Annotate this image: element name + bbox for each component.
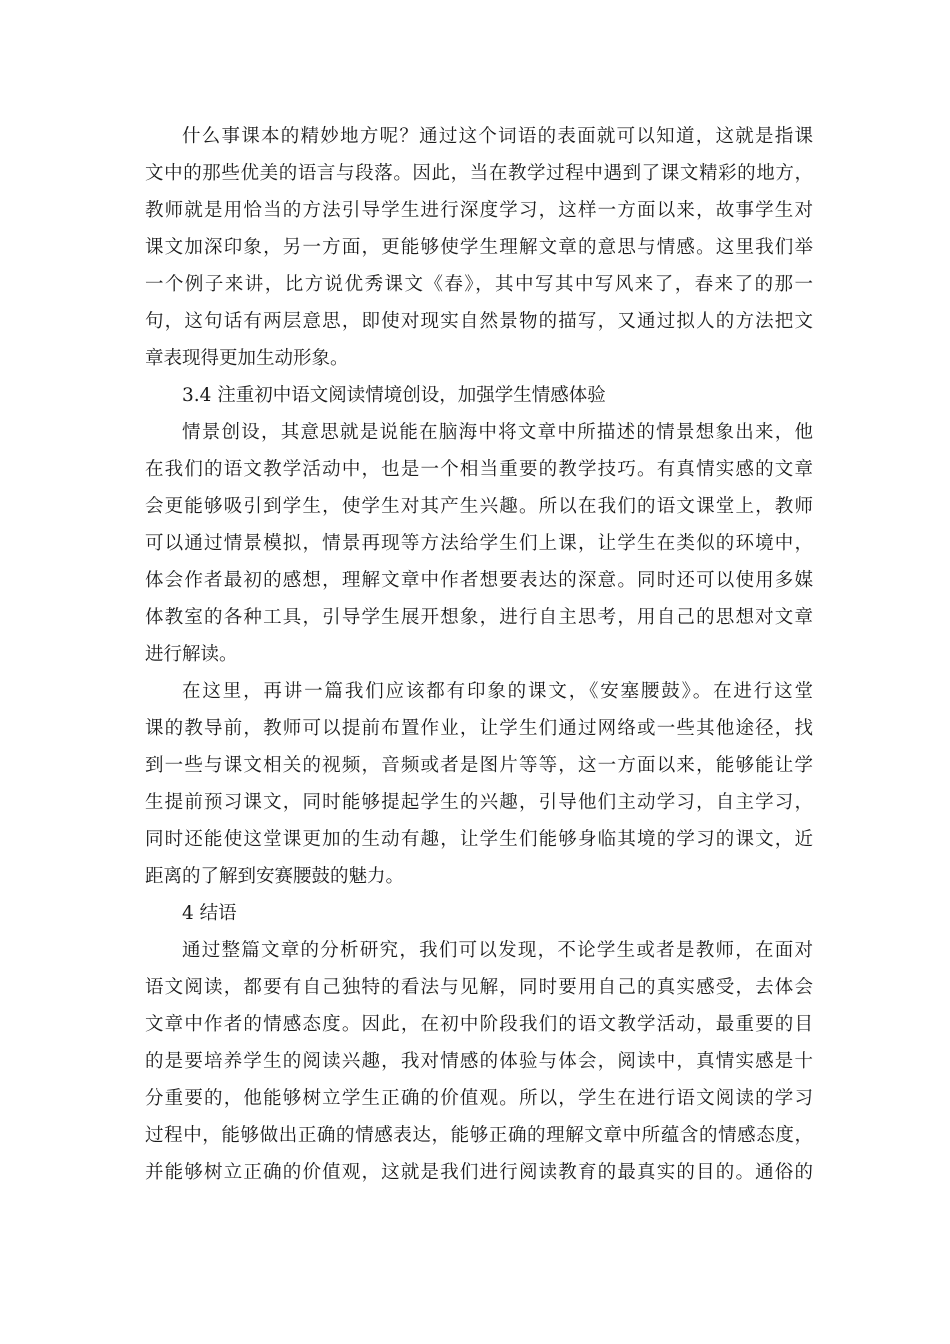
section-heading-3-4: 3.4 注重初中语文阅读情境创设，加强学生情感体验 (182, 385, 606, 406)
text-line: 可以通过情景模拟，情景再现等方法给学生们上课，让学生在类似的环境中， (145, 533, 813, 554)
text-line: 课文加深印象，另一方面，更能够使学生理解文章的意思与情感。这里我们举 (145, 237, 813, 258)
text-line: 在这里，再讲一篇我们应该都有印象的课文，《安塞腰鼓》。在进行这堂 (182, 681, 813, 702)
text-line: 章表现得更加生动形象。 (145, 348, 349, 369)
text-line: 同时还能使这堂课更加的生动有趣，让学生们能够身临其境的学习的课文，近 (145, 829, 813, 850)
text-line: 并能够树立正确的价值观，这就是我们进行阅读教育的最真实的目的。通俗的 (145, 1162, 813, 1183)
text-line: 通过整篇文章的分析研究，我们可以发现，不论学生或者是教师，在面对 (182, 940, 813, 961)
paragraph-2 (145, 414, 813, 673)
section-heading-4: 4 结语 (182, 903, 237, 924)
text-line: 句，这句话有两层意思，即使对现实自然景物的描写，又通过拟人的方法把文 (145, 311, 813, 332)
text-line: 距离的了解到安赛腰鼓的魅力。 (145, 866, 405, 887)
paragraph-1 (145, 118, 813, 377)
document-page (145, 118, 813, 1191)
text-line: 进行解读。 (145, 644, 238, 665)
text-line: 过程中，能够做出正确的情感表达，能够正确的理解文章中所蕴含的情感态度， (145, 1125, 813, 1146)
text-line: 课的教导前，教师可以提前布置作业，让学生们通过网络或一些其他途径，找 (145, 718, 813, 739)
text-line: 语文阅读，都要有自己独特的看法与见解，同时要用自己的真实感受，去体会 (145, 977, 813, 998)
text-line: 体教室的各种工具，引导学生展开想象，进行自主思考，用自己的思想对文章 (145, 607, 813, 628)
text-line: 情景创设，其意思就是说能在脑海中将文章中所描述的情景想象出来，他 (182, 422, 813, 443)
text-line: 什么事课本的精妙地方呢？通过这个词语的表面就可以知道，这就是指课 (182, 126, 813, 147)
text-line: 在我们的语文教学活动中，也是一个相当重要的教学技巧。有真情实感的文章 (145, 459, 813, 480)
text-line: 体会作者最初的感想，理解文章中作者想要表达的深意。同时还可以使用多媒 (145, 570, 813, 591)
text-line: 教师就是用恰当的方法引导学生进行深度学习，这样一方面以来，故事学生对 (145, 200, 813, 221)
text-line: 文章中作者的情感态度。因此，在初中阶段我们的语文教学活动，最重要的目 (145, 1014, 813, 1035)
text-line: 的是要培养学生的阅读兴趣，我对情感的体验与体会，阅读中，真情实感是十 (145, 1051, 813, 1072)
text-line: 到一些与课文相关的视频，音频或者是图片等等，这一方面以来，能够能让学 (145, 755, 813, 776)
text-line: 会更能够吸引到学生，使学生对其产生兴趣。所以在我们的语文课堂上，教师 (145, 496, 813, 517)
text-line: 生提前预习课文，同时能够提起学生的兴趣，引导他们主动学习，自主学习， (145, 792, 813, 813)
text-line: 分重要的，他能够树立学生正确的价值观。所以，学生在进行语文阅读的学习 (145, 1088, 813, 1109)
text-line: 文中的那些优美的语言与段落。因此，当在教学过程中遇到了课文精彩的地方， (145, 163, 813, 184)
paragraph-3 (145, 673, 813, 895)
paragraph-4 (145, 932, 813, 1191)
text-line: 一个例子来讲，比方说优秀课文《春》，其中写其中写风来了，春来了的那一 (145, 274, 813, 295)
